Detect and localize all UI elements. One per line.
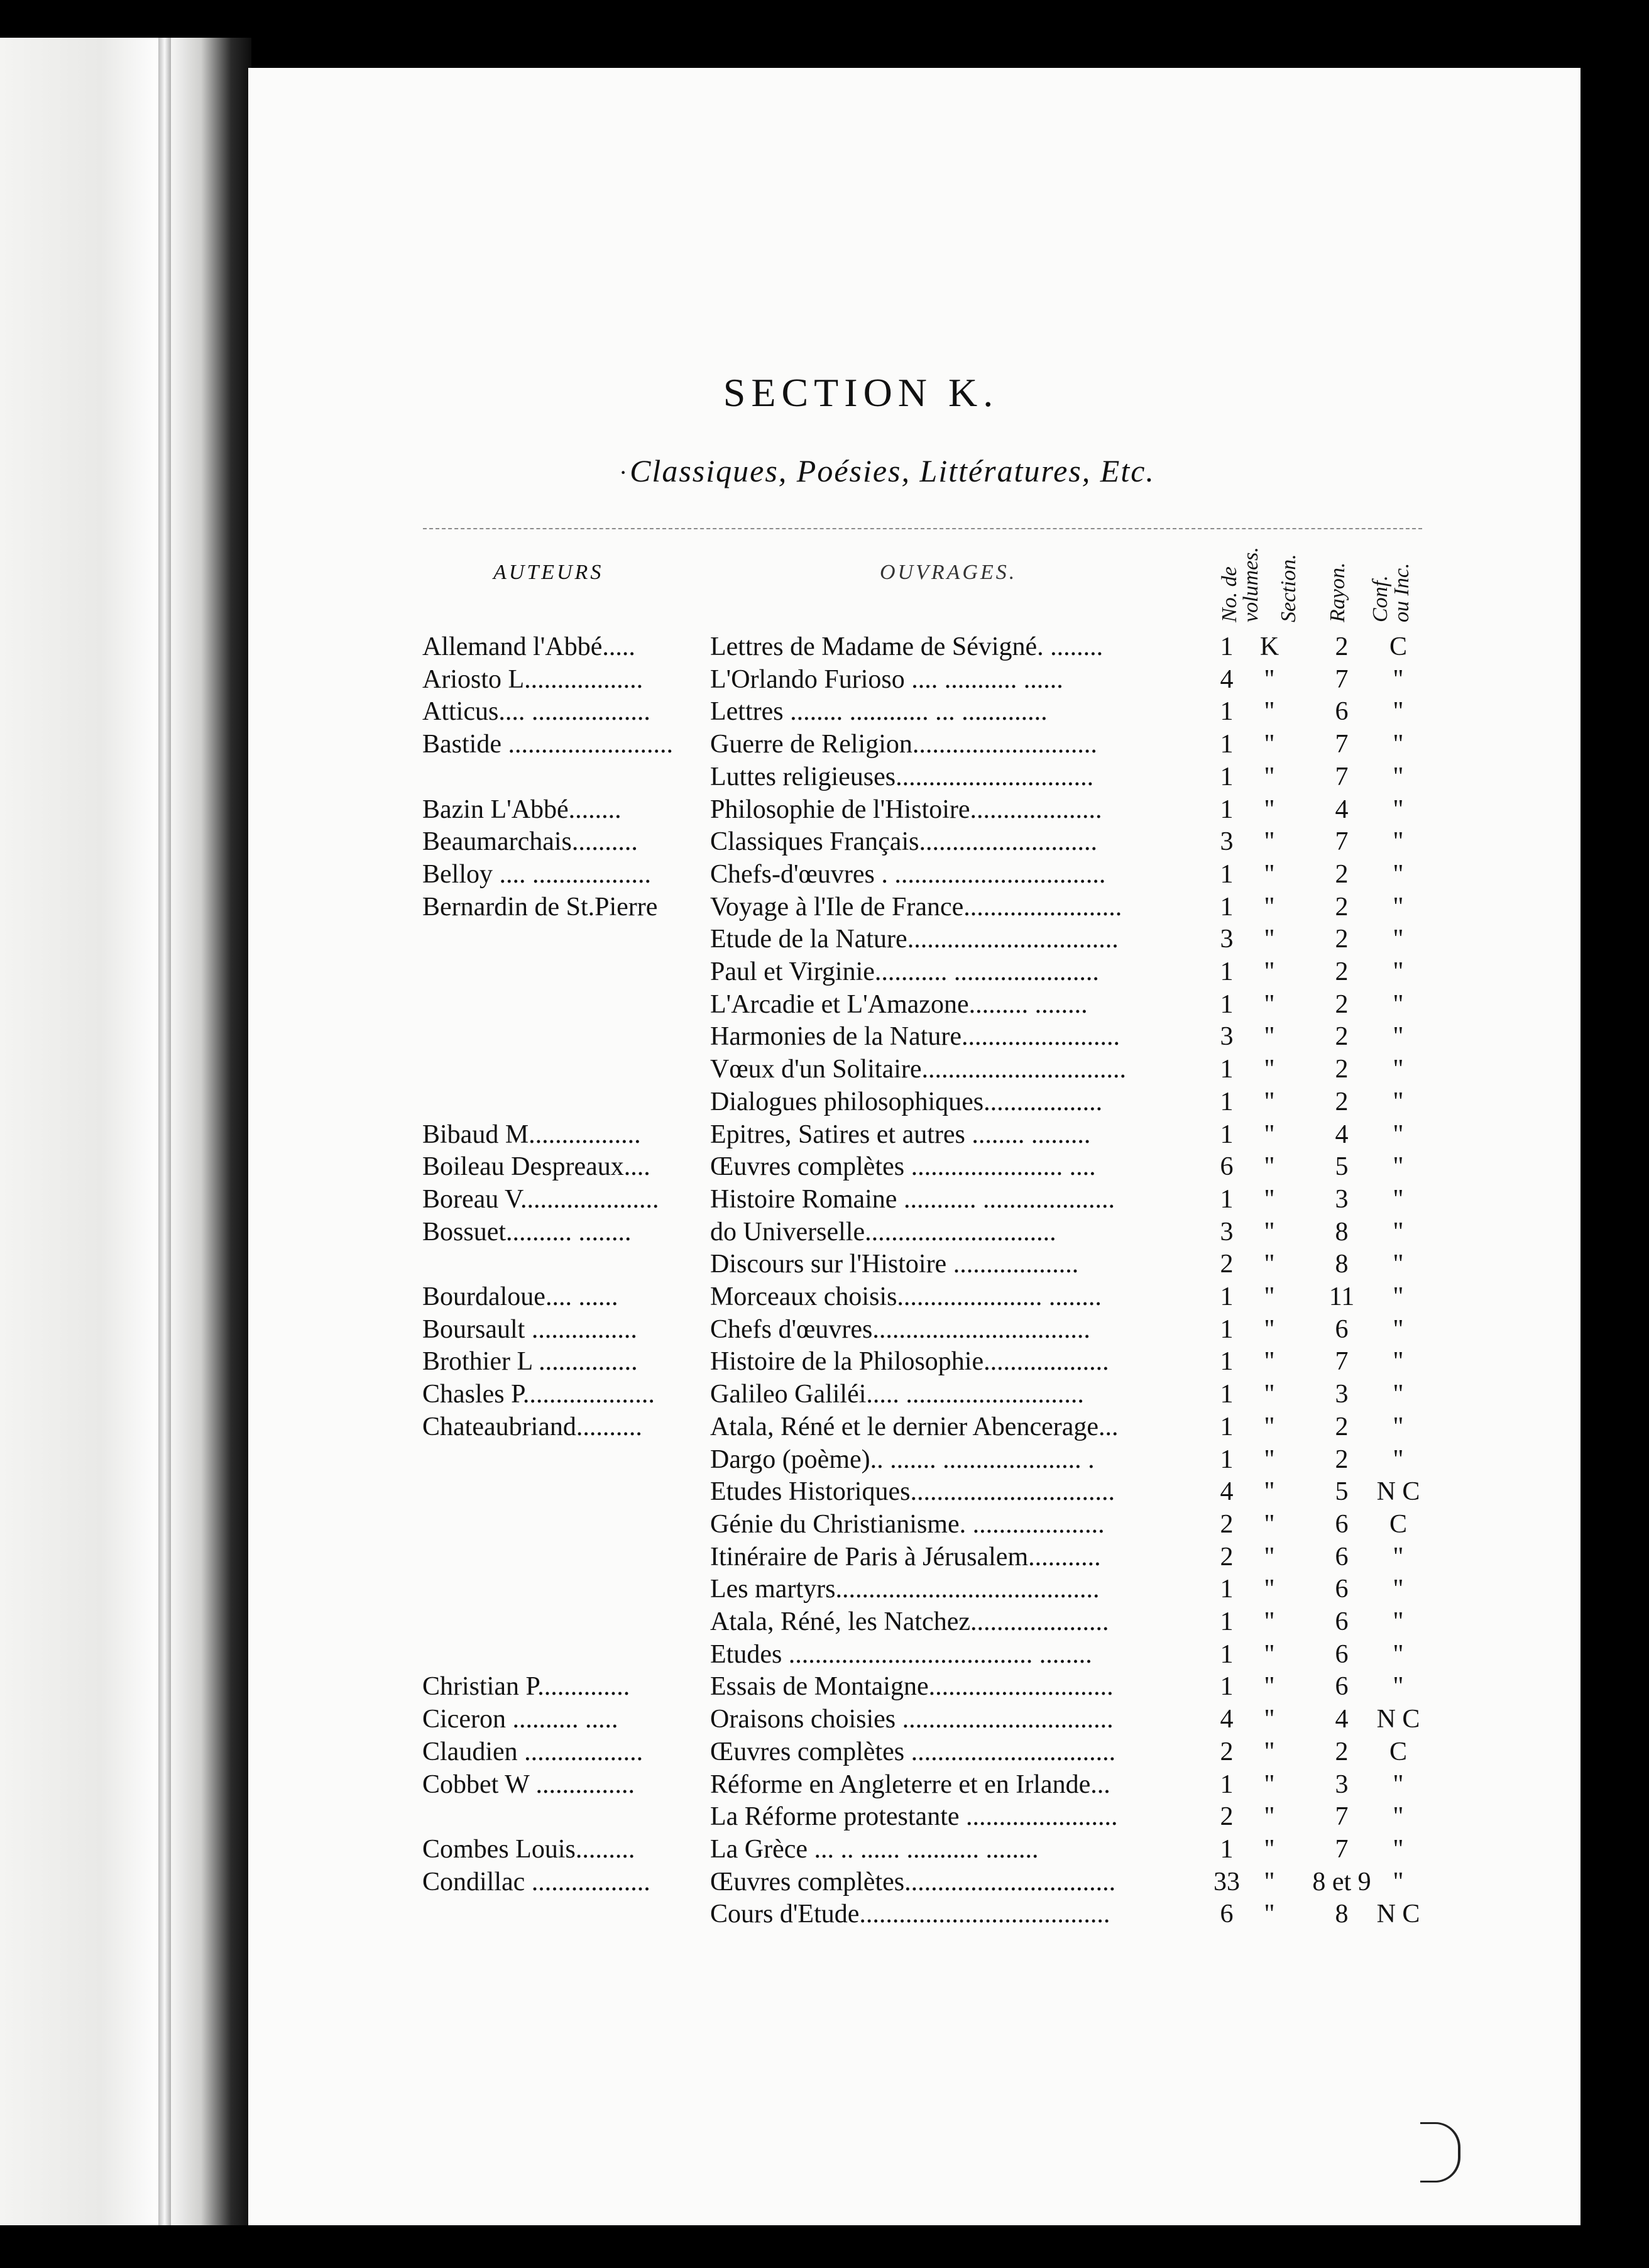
row-rayon: 6: [1335, 1672, 1349, 1702]
row-author: Beaumarchais..........: [422, 827, 638, 857]
row-section: ": [1264, 1867, 1275, 1896]
row-volumes: 1: [1220, 1380, 1234, 1409]
row-conf: ": [1393, 1152, 1404, 1182]
table-row: [0, 630, 1649, 663]
row-rayon: 7: [1335, 1347, 1349, 1377]
row-conf: ": [1393, 1607, 1404, 1636]
row-section: ": [1264, 892, 1275, 922]
row-work: Itinéraire de Paris à Jérusalem...........: [710, 1542, 1101, 1572]
row-section: K: [1259, 632, 1279, 661]
row-volumes: 1: [1220, 1347, 1234, 1377]
row-rayon: 7: [1335, 730, 1349, 759]
row-work: Œuvres complètes................................: [710, 1867, 1116, 1896]
row-work: Réforme en Angleterre et en Irlande...: [710, 1770, 1110, 1799]
table-row: [0, 1670, 1649, 1703]
row-work: Œuvres complètes ...............................: [710, 1737, 1116, 1766]
table-row: [0, 1800, 1649, 1833]
row-work: Génie du Christianisme. ....................: [710, 1509, 1105, 1539]
row-conf: ": [1393, 925, 1404, 954]
row-rayon: 5: [1335, 1152, 1349, 1182]
row-conf: ": [1393, 1672, 1404, 1702]
row-section: ": [1264, 1900, 1275, 1929]
row-volumes: 1: [1220, 1607, 1234, 1636]
row-section: ": [1264, 1314, 1275, 1344]
header-volumes: [1219, 547, 1262, 622]
table-row: [0, 1898, 1649, 1930]
row-volumes: 1: [1220, 632, 1234, 661]
row-volumes: 1: [1220, 859, 1234, 889]
table-row: [0, 1508, 1649, 1541]
row-volumes: 2: [1220, 1802, 1234, 1832]
row-volumes: 1: [1220, 762, 1234, 791]
row-rayon: 7: [1335, 827, 1349, 857]
table-row: [0, 1605, 1649, 1638]
row-section: ": [1264, 1834, 1275, 1864]
row-section: ": [1264, 1022, 1275, 1052]
table-row: [0, 1345, 1649, 1378]
row-work: Discours sur l'Histoire ...................: [710, 1250, 1079, 1279]
row-author: Allemand l'Abbé.....: [422, 632, 635, 661]
table-row: [0, 1313, 1649, 1346]
table-row: [0, 1183, 1649, 1216]
row-conf: ": [1393, 730, 1404, 759]
row-conf: ": [1393, 827, 1404, 857]
row-author: Boursault ................: [422, 1314, 637, 1344]
row-author: Claudien ..................: [422, 1737, 644, 1766]
row-volumes: 2: [1220, 1737, 1234, 1766]
row-conf: ": [1393, 859, 1404, 889]
row-conf: N C: [1376, 1477, 1420, 1507]
row-volumes: 1: [1220, 1639, 1234, 1669]
table-row: [0, 1378, 1649, 1411]
row-work: Essais de Montaigne............................: [710, 1672, 1114, 1702]
header-auteurs: AUTEURS: [493, 561, 604, 584]
row-work: Classiques Français...........................: [710, 827, 1097, 857]
row-rayon: 7: [1335, 1834, 1349, 1864]
row-author: Bibaud M.................: [422, 1120, 641, 1149]
table-row: [0, 1573, 1649, 1605]
row-section: ": [1264, 1770, 1275, 1799]
row-volumes: 1: [1220, 1120, 1234, 1149]
table-row: [0, 1248, 1649, 1280]
row-section: ": [1264, 762, 1275, 791]
row-rayon: 6: [1335, 1607, 1349, 1636]
row-conf: ": [1393, 1867, 1404, 1896]
row-work: Luttes religieuses..............................: [710, 762, 1094, 791]
row-volumes: 1: [1220, 957, 1234, 986]
row-volumes: 1: [1220, 1575, 1234, 1604]
row-conf: ": [1393, 1639, 1404, 1669]
row-section: ": [1264, 664, 1275, 694]
row-work: do Universelle.............................: [710, 1217, 1056, 1247]
row-work: Paul et Virginie........... ......................: [710, 957, 1099, 986]
row-author: Combes Louis.........: [422, 1834, 635, 1864]
row-section: ": [1264, 1445, 1275, 1474]
row-work: Epitres, Satires et autres ........ .........: [710, 1120, 1091, 1149]
row-author: Condillac ..................: [422, 1867, 650, 1896]
row-conf: ": [1393, 957, 1404, 986]
row-volumes: 1: [1220, 1770, 1234, 1799]
row-section: ": [1264, 795, 1275, 824]
row-section: ": [1264, 1412, 1275, 1441]
row-volumes: 1: [1220, 1445, 1234, 1474]
header-conf-line1: Conf.: [1369, 575, 1392, 622]
row-rayon: 6: [1335, 697, 1349, 727]
row-volumes: 4: [1220, 1477, 1234, 1507]
row-work: Lettres ........ ............ ... .............: [710, 697, 1048, 727]
header-rule: [423, 528, 1422, 529]
table-row: [0, 1475, 1649, 1508]
row-volumes: 3: [1220, 1217, 1234, 1247]
row-rayon: 4: [1335, 795, 1349, 824]
table-row: [0, 988, 1649, 1021]
row-volumes: 1: [1220, 1672, 1234, 1702]
row-work: Harmonies de la Nature........................: [710, 1022, 1120, 1052]
row-volumes: 2: [1220, 1542, 1234, 1572]
row-author: Boileau Despreaux....: [422, 1152, 650, 1182]
table-row: [0, 1086, 1649, 1118]
row-author: Bazin L'Abbé........: [422, 795, 622, 824]
row-rayon: 2: [1335, 925, 1349, 954]
row-work: Morceaux choisis...................... ........: [710, 1282, 1102, 1311]
row-conf: ": [1393, 1542, 1404, 1572]
row-section: ": [1264, 1184, 1275, 1214]
row-work: Vœux d'un Solitaire...............................: [710, 1055, 1127, 1084]
row-rayon: 7: [1335, 664, 1349, 694]
row-section: ": [1264, 957, 1275, 986]
row-section: ": [1264, 1802, 1275, 1832]
row-author: Bastide .........................: [422, 730, 673, 759]
row-section: ": [1264, 1217, 1275, 1247]
row-work: Dialogues philosophiques..................: [710, 1087, 1103, 1116]
row-volumes: 4: [1220, 1705, 1234, 1734]
row-section: ": [1264, 697, 1275, 727]
row-work: Les martyrs........................................: [710, 1575, 1100, 1604]
row-author: Chateaubriand..........: [422, 1412, 642, 1441]
row-conf: ": [1393, 1802, 1404, 1832]
table-row: [0, 1638, 1649, 1671]
row-volumes: 1: [1220, 989, 1234, 1019]
row-work: Histoire de la Philosophie...................: [710, 1347, 1109, 1377]
row-section: ": [1264, 1542, 1275, 1572]
row-conf: ": [1393, 1120, 1404, 1149]
table-row: [0, 1020, 1649, 1053]
row-section: ": [1264, 1282, 1275, 1311]
row-rayon: 2: [1335, 1055, 1349, 1084]
row-rayon: 6: [1335, 1639, 1349, 1669]
row-section: ": [1264, 1509, 1275, 1539]
row-rayon: 2: [1335, 989, 1349, 1019]
table-row: [0, 728, 1649, 761]
row-author: Christian P..............: [422, 1672, 630, 1702]
row-rayon: 3: [1335, 1770, 1349, 1799]
row-author: Cobbet W ...............: [422, 1770, 635, 1799]
row-rayon: 5: [1335, 1477, 1349, 1507]
header-rayon: Rayon.: [1326, 562, 1349, 622]
row-work: Etudes Historiques...............................: [710, 1477, 1115, 1507]
table-row: [0, 955, 1649, 988]
row-rayon: 2: [1335, 892, 1349, 922]
row-rayon: 7: [1335, 762, 1349, 791]
table-row: [0, 1768, 1649, 1801]
row-volumes: 6: [1220, 1900, 1234, 1929]
row-rayon: 2: [1335, 632, 1349, 661]
row-work: Voyage à l'Ile de France........................: [710, 892, 1122, 922]
header-section: Section.: [1277, 554, 1300, 622]
row-work: Atala, Réné et le dernier Abencerage...: [710, 1412, 1119, 1441]
row-conf: ": [1393, 989, 1404, 1019]
table-row: [0, 1280, 1649, 1313]
table-row: [0, 1703, 1649, 1736]
row-volumes: 33: [1213, 1867, 1240, 1896]
table-row: [0, 761, 1649, 793]
row-conf: ": [1393, 1087, 1404, 1116]
row-conf: C: [1389, 632, 1407, 661]
row-rayon: 11: [1329, 1282, 1355, 1311]
table-row: [0, 1443, 1649, 1476]
header-conf: [1370, 563, 1413, 622]
row-section: ": [1264, 925, 1275, 954]
row-conf: N C: [1376, 1705, 1420, 1734]
row-author: Atticus.... ..................: [422, 697, 650, 727]
row-section: ": [1264, 1639, 1275, 1669]
row-volumes: 3: [1220, 827, 1234, 857]
table-row: [0, 923, 1649, 955]
table-row: [0, 1150, 1649, 1183]
table-row: [0, 695, 1649, 728]
row-rayon: 2: [1335, 1022, 1349, 1052]
row-conf: ": [1393, 892, 1404, 922]
row-section: ": [1264, 1347, 1275, 1377]
row-volumes: 1: [1220, 730, 1234, 759]
row-conf: ": [1393, 1250, 1404, 1279]
row-rayon: 2: [1335, 1087, 1349, 1116]
row-rayon: 2: [1335, 1412, 1349, 1441]
row-author: Chasles P....................: [422, 1380, 655, 1409]
section-title: SECTION K.: [723, 370, 999, 415]
row-work: L'Orlando Furioso .... ........... ......: [710, 664, 1063, 694]
row-author: Bossuet.......... ........: [422, 1217, 632, 1247]
table-row: [0, 663, 1649, 696]
row-rayon: 4: [1335, 1705, 1349, 1734]
row-work: Cours d'Etude......................................: [710, 1900, 1110, 1929]
row-author: Belloy .... ..................: [422, 859, 651, 889]
row-author: Ariosto L..................: [422, 664, 644, 694]
row-rayon: 4: [1335, 1120, 1349, 1149]
row-author: Bernardin de St.Pierre: [422, 892, 658, 922]
row-work: La Grèce ... .. ...... ........... ........: [710, 1834, 1039, 1864]
row-volumes: 1: [1220, 1087, 1234, 1116]
row-volumes: 2: [1220, 1509, 1234, 1539]
table-row: [0, 891, 1649, 923]
row-volumes: 4: [1220, 664, 1234, 694]
row-work: Galileo Galiléi..... ...........................: [710, 1380, 1084, 1409]
row-rayon: 6: [1335, 1575, 1349, 1604]
row-rayon: 3: [1335, 1380, 1349, 1409]
row-work: La Réforme protestante .......................: [710, 1802, 1118, 1832]
row-rayon: 6: [1335, 1509, 1349, 1539]
row-section: ": [1264, 1250, 1275, 1279]
row-section: ": [1264, 1477, 1275, 1507]
row-conf: ": [1393, 664, 1404, 694]
row-section: ": [1264, 1737, 1275, 1766]
table-row: [0, 1541, 1649, 1573]
row-work: Etude de la Nature................................: [710, 925, 1119, 954]
row-section: ": [1264, 1705, 1275, 1734]
table-row: [0, 1866, 1649, 1898]
row-conf: ": [1393, 1217, 1404, 1247]
row-rayon: 8: [1335, 1217, 1349, 1247]
row-author: Boreau V.....................: [422, 1184, 659, 1214]
table-row: [0, 825, 1649, 858]
row-conf: ": [1393, 1380, 1404, 1409]
row-volumes: 3: [1220, 925, 1234, 954]
row-work: Guerre de Religion............................: [710, 730, 1097, 759]
header-ouvrages: OUVRAGES.: [880, 561, 1017, 584]
header-conf-line2: ou Inc.: [1390, 563, 1413, 622]
row-section: ": [1264, 1380, 1275, 1409]
row-rayon: 8 et 9: [1312, 1867, 1371, 1896]
row-conf: ": [1393, 1022, 1404, 1052]
row-work: Oraisons choisies ................................: [710, 1705, 1114, 1734]
row-section: ": [1264, 730, 1275, 759]
row-volumes: 1: [1220, 1834, 1234, 1864]
header-volumes-line2: volumes.: [1239, 547, 1263, 622]
row-rayon: 7: [1335, 1802, 1349, 1832]
row-conf: ": [1393, 1575, 1404, 1604]
table-row: [0, 1736, 1649, 1768]
row-conf: ": [1393, 1412, 1404, 1441]
row-section: ": [1264, 1575, 1275, 1604]
row-rayon: 2: [1335, 1445, 1349, 1474]
row-conf: ": [1393, 697, 1404, 727]
row-work: Chefs d'œuvres.................................: [710, 1314, 1090, 1344]
header-volumes-line1: No. de: [1218, 566, 1241, 622]
section-subtitle: Classiques, Poésies, Littératures, Etc.: [630, 453, 1155, 488]
row-section: ": [1264, 1607, 1275, 1636]
row-volumes: 1: [1220, 892, 1234, 922]
row-work: Lettres de Madame de Sévigné. ........: [710, 632, 1104, 661]
row-work: Etudes ..................................... ........: [710, 1639, 1092, 1669]
row-conf: ": [1393, 1314, 1404, 1344]
row-volumes: 1: [1220, 1314, 1234, 1344]
row-rayon: 8: [1335, 1900, 1349, 1929]
row-work: Histoire Romaine ........... ....................: [710, 1184, 1115, 1214]
row-conf: ": [1393, 762, 1404, 791]
row-work: Chefs-d'œuvres . ................................: [710, 859, 1106, 889]
row-rayon: 6: [1335, 1314, 1349, 1344]
row-rayon: 6: [1335, 1542, 1349, 1572]
table-row: [0, 1053, 1649, 1086]
row-volumes: 1: [1220, 1055, 1234, 1084]
row-volumes: 6: [1220, 1152, 1234, 1182]
table-row: [0, 793, 1649, 826]
table-row: [0, 858, 1649, 891]
row-rayon: 8: [1335, 1250, 1349, 1279]
row-section: ": [1264, 1152, 1275, 1182]
row-section: ": [1264, 989, 1275, 1019]
row-volumes: 1: [1220, 795, 1234, 824]
row-author: Bourdaloue.... ......: [422, 1282, 618, 1311]
row-volumes: 3: [1220, 1022, 1234, 1052]
row-conf: ": [1393, 1184, 1404, 1214]
row-section: ": [1264, 859, 1275, 889]
row-conf: C: [1389, 1737, 1407, 1766]
row-work: L'Arcadie et L'Amazone......... ........: [710, 989, 1088, 1019]
row-conf: ": [1393, 1282, 1404, 1311]
row-volumes: 2: [1220, 1250, 1234, 1279]
row-rayon: 3: [1335, 1184, 1349, 1214]
row-author: Ciceron .......... .....: [422, 1705, 618, 1734]
table-row: [0, 1411, 1649, 1443]
row-rayon: 2: [1335, 859, 1349, 889]
row-conf: ": [1393, 1445, 1404, 1474]
corner-mark: [1420, 2122, 1460, 2183]
row-volumes: 1: [1220, 1282, 1234, 1311]
row-volumes: 1: [1220, 1412, 1234, 1441]
row-author: Brothier L ...............: [422, 1347, 638, 1377]
row-work: Dargo (poème).. ....... ..................... .: [710, 1445, 1095, 1474]
row-work: Atala, Réné, les Natchez.....................: [710, 1607, 1109, 1636]
row-conf: ": [1393, 795, 1404, 824]
row-rayon: 2: [1335, 1737, 1349, 1766]
row-volumes: 1: [1220, 1184, 1234, 1214]
row-section: ": [1264, 1120, 1275, 1149]
table-row: [0, 1833, 1649, 1866]
row-conf: N C: [1376, 1900, 1420, 1929]
row-conf: ": [1393, 1055, 1404, 1084]
row-conf: ": [1393, 1770, 1404, 1799]
row-section: ": [1264, 1672, 1275, 1702]
row-conf: C: [1389, 1509, 1407, 1539]
row-rayon: 2: [1335, 957, 1349, 986]
row-work: Œuvres complètes ....................... ....: [710, 1152, 1096, 1182]
row-work: Philosophie de l'Histoire....................: [710, 795, 1102, 824]
table-row: [0, 1216, 1649, 1248]
subtitle-dot: ·: [619, 458, 628, 487]
row-section: ": [1264, 1087, 1275, 1116]
row-conf: ": [1393, 1834, 1404, 1864]
table-row: [0, 1118, 1649, 1151]
row-section: ": [1264, 827, 1275, 857]
row-volumes: 1: [1220, 697, 1234, 727]
row-section: ": [1264, 1055, 1275, 1084]
row-conf: ": [1393, 1347, 1404, 1377]
